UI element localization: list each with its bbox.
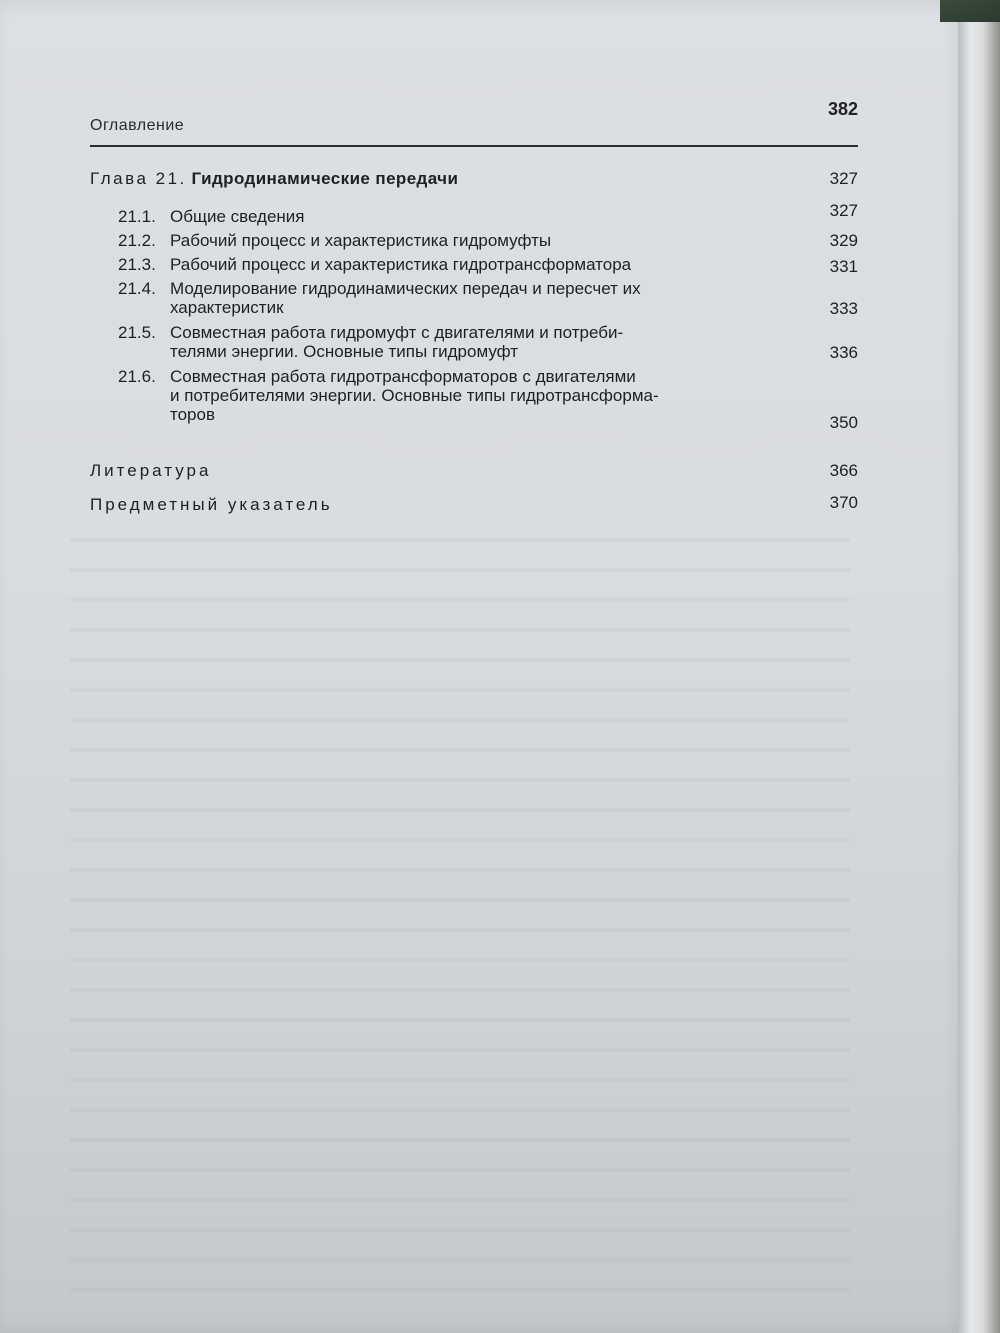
background-corner — [940, 0, 1000, 22]
subject-index-title: Предметный указатель — [90, 495, 333, 514]
entry-page: 350 — [829, 413, 858, 432]
chapter-label: Глава 21. — [90, 169, 187, 188]
page-number: 382 — [827, 99, 858, 119]
entry-number: 21.2. — [118, 231, 156, 250]
entry-page: 336 — [829, 343, 858, 362]
chapter-title: Гидродинамические передачи — [191, 169, 459, 188]
toc-entry-21-5 — [118, 323, 858, 362]
entry-page: 327 — [829, 201, 858, 220]
entry-title-line: торов — [170, 405, 215, 424]
chapter-heading — [90, 169, 858, 189]
entry-title: Рабочий процесс и характеристика гидротрансформатора — [170, 255, 632, 274]
entry-page: 329 — [829, 231, 858, 250]
toc-entry-21-2 — [118, 231, 858, 250]
entry-title-line: и потребителями энергии. Основные типы гидротрансформа- — [170, 386, 659, 405]
entry-title-line: телями энергии. Основные типы гидромуфт — [170, 342, 519, 361]
literature-page: 366 — [829, 461, 858, 480]
header-rule — [90, 145, 858, 147]
entry-number: 21.3. — [118, 255, 156, 274]
toc-entry-21-6 — [118, 367, 858, 432]
toc-literature — [90, 461, 858, 480]
toc-entry-21-3 — [118, 255, 858, 274]
subject-index-page: 370 — [829, 493, 858, 512]
bleed-through-text — [70, 520, 850, 1300]
page-edge — [958, 0, 1000, 1333]
entry-page: 331 — [829, 257, 858, 276]
entry-title-line: Совместная работа гидротрансформаторов с двигателями — [170, 367, 636, 386]
entry-number: 21.4. — [118, 279, 156, 298]
running-header — [90, 95, 860, 141]
entry-page: 333 — [829, 299, 858, 318]
entry-title-line: характеристик — [170, 298, 284, 317]
entry-number: 21.6. — [118, 367, 156, 386]
entry-title-line: Совместная работа гидромуфт с двигателями и потреби- — [170, 323, 624, 342]
entry-title: Рабочий процесс и характеристика гидромуфты — [170, 231, 552, 250]
header-title: Оглавление — [90, 117, 185, 134]
entry-title: Общие сведения — [170, 207, 305, 226]
table-of-contents — [90, 95, 860, 514]
literature-title: Литература — [90, 461, 212, 480]
toc-entry-21-1 — [118, 201, 858, 226]
entry-title-line: Моделирование гидродинамических передач и пересчет их — [170, 279, 641, 298]
entry-number: 21.5. — [118, 323, 156, 342]
entry-number: 21.1. — [118, 207, 156, 226]
toc-subject-index — [90, 495, 858, 514]
chapter-page: 327 — [829, 169, 858, 188]
toc-entry-21-4 — [118, 279, 858, 318]
